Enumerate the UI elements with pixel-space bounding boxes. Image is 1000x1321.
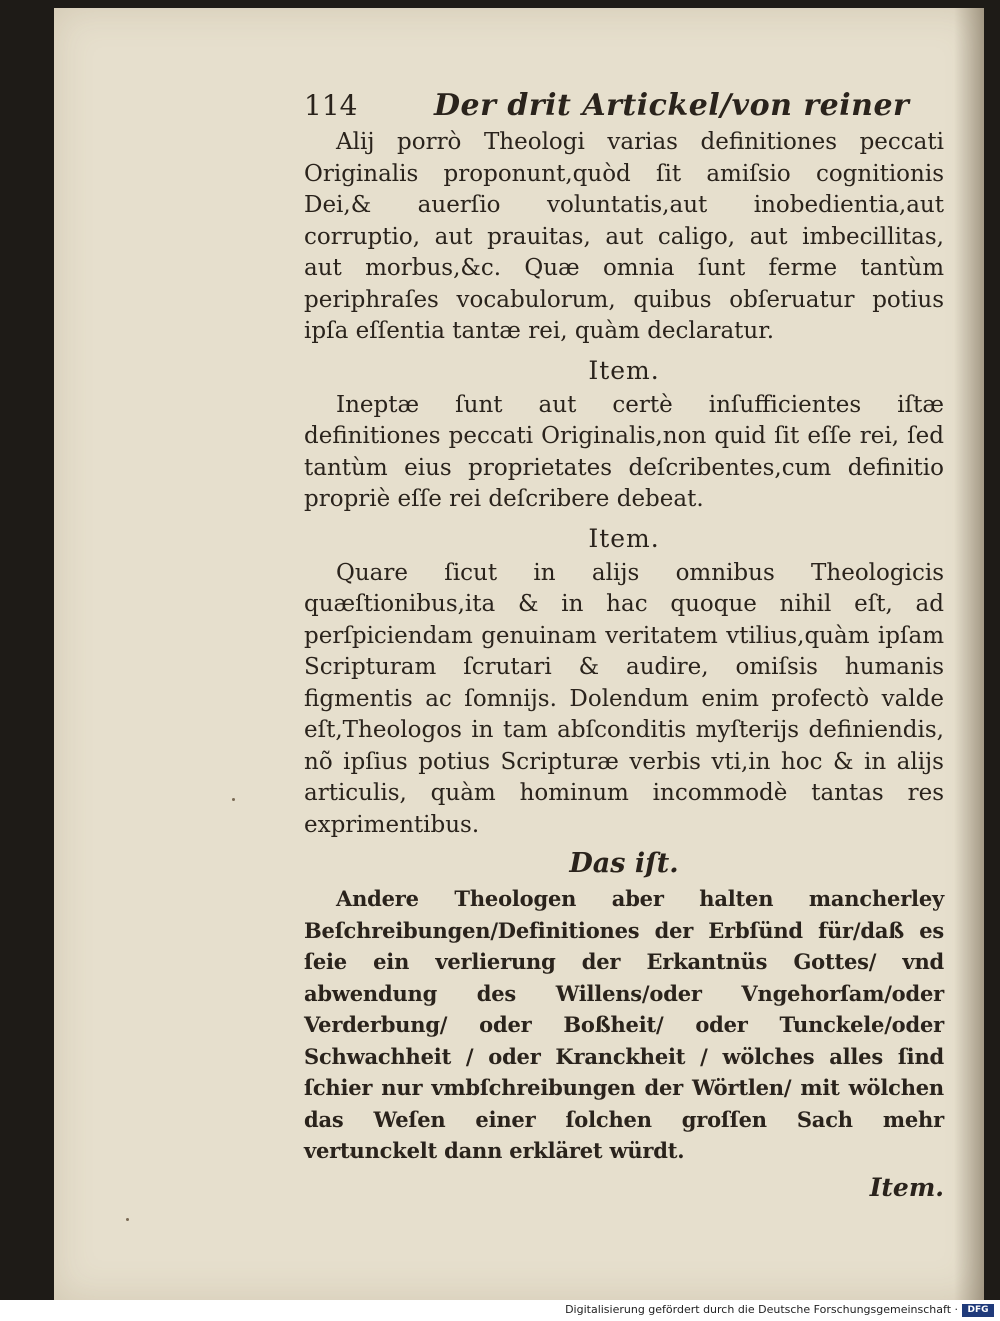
latin-paragraph-3: Quare ſicut in alijs omnibus Theologicis quæſtionibus,ita & in hac quoque nihil eſt, ad perſpiciendam genuinam veritatem vtilius,quàm ipſam Scripturam ſcrutari & audire, omiſsis humanis figmentis ac ſomnijs. Dolendum enim profectò valde eſt,Theologos in tam abſconditis myſterijs definiendis, nõ ipſius potius Scripturæ verbis vti,in hoc & in alijs articulis, quàm hominum incommodè tantas res exprimentibus. bbox=[304, 559, 944, 838]
latin-paragraph-2: Ineptæ ſunt aut certè inſufficientes iſtæ definitiones peccati Originalis,non quid ſit eſſe rei, ſed tantùm eius proprietates deſcribentes,cum definitio propriè eſſe rei deſcribere debeat. bbox=[304, 391, 944, 512]
digitization-footer bbox=[0, 1300, 1000, 1321]
latin-paragraph-1: Alij porrò Theologi varias definitiones peccati Originalis proponunt,quòd ſit amiſsio cognitionis Dei,& auerſio voluntatis,aut inobedientia,aut corruptio, aut prauitas, aut caligo, aut imbecillitas, aut morbus,&c. Quæ omnia ſunt ferme tantùm periphraſes vocabulorum, quibus obſeruatur potius ipſa eſſentia tantæ rei, quàm declaratur. bbox=[304, 129, 944, 344]
book-page bbox=[54, 8, 984, 1300]
funding-credit: Digitalisierung gefördert durch die Deutsche Forschungsgemeinschaft · bbox=[565, 1303, 958, 1316]
paper-speck bbox=[232, 798, 235, 801]
page-edge-shadow bbox=[954, 8, 984, 1300]
text-block bbox=[304, 88, 944, 1202]
page-number: 114 bbox=[304, 89, 358, 122]
german-paragraph: Andere Theologen aber halten mancherley Beſchreibungen/Definitiones der Erbſünd für/daß es ſeie ein verlierung der Erkantnüs Gottes/ vnd abwendung des Willens/oder Vngehorſam/oder Verderbung/ oder Boßheit/ oder Tunckele/oder Schwachheit / oder Kranckheit / wölches alles ſind ſchier nur vmbſchreibungen der Wörtlen/ mit wölchen das Weſen einer ſolchen groſſen Sach mehr vertunckelt dann erkläret würdt. bbox=[304, 886, 944, 1163]
page-header bbox=[304, 88, 944, 123]
dfg-logo-icon: DFG bbox=[962, 1304, 994, 1317]
running-title: Der drit Artickel/von reiner bbox=[434, 88, 910, 123]
section-heading-item-2: Item. bbox=[588, 523, 660, 553]
paper-speck bbox=[126, 1218, 129, 1221]
section-heading-item-1: Item. bbox=[588, 355, 660, 385]
catchword: Item. bbox=[869, 1172, 944, 1202]
section-heading-das-ist: Das iſt. bbox=[569, 848, 679, 879]
